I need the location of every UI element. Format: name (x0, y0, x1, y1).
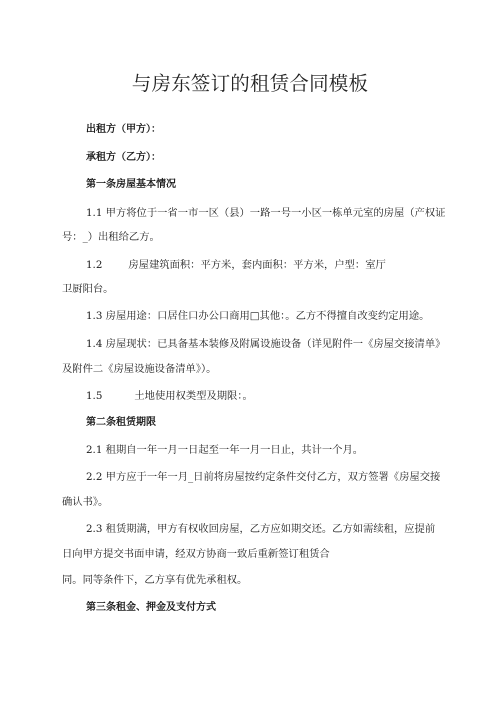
clause-1-1-line1: 1.1 甲方将位于一省一市一区（县）一路一号一小区一栋单元室的房屋（产权证 (86, 207, 446, 219)
clause-2-2-line1: 2.2 甲方应于一年一月_日前将房屋按约定条件交付乙方，双方签署《房屋交接 (86, 471, 441, 483)
clause-1-5-text: 土地使用权类型及期限：。 (134, 390, 253, 402)
clause-1-1-line2: 号：_）出租给乙方。 (62, 231, 160, 243)
lessor-label: 出租方（甲方）： (86, 124, 161, 135)
clause-2-1: 2.1 租期自一年一月一日起至一年一月一日止，共计一个月。 (86, 444, 364, 456)
clause-1-4-line2: 及附件二《房屋设施设备清单》）。 (62, 363, 217, 375)
clause-1-2-text: 房屋建筑面积：平方米，套内面积：平方米，户型：室厅 (128, 259, 386, 271)
section-3-heading: 第三条租金、押金及支付方式 (86, 602, 216, 613)
clause-2-3-line2: 日向甲方提交书面申请，经双方协商一致后重新签订租赁合 (62, 548, 330, 560)
clause-2-3-line3: 同。同等条件下，乙方享有优先承租权。 (62, 574, 248, 586)
clause-2-2-line2: 确认书》。 (62, 496, 109, 508)
clause-1-2-number: 1.2 (86, 259, 103, 271)
lessee-label: 承租方（乙方）： (86, 152, 161, 163)
clause-1-2-line2: 卫厨阳台。 (62, 283, 114, 295)
document-title: 与房东签订的租赁合同模板 (131, 72, 369, 95)
section-1-heading: 第一条房屋基本情况 (86, 179, 176, 190)
clause-2-3-line1: 2.3 租赁期满，甲方有权收回房屋，乙方应如期交还。乙方如需续租，应提前 (86, 523, 436, 535)
section-2-heading: 第二条租赁期限 (86, 417, 156, 428)
clause-1-2-line1 (86, 258, 386, 272)
clause-1-3: 1.3 房屋用途：口居住口办公口商用□其他：。乙方不得擅自改变约定用途。 (86, 310, 430, 322)
clause-1-5-number: 1.5 (86, 390, 103, 402)
clause-1-5 (86, 389, 253, 403)
clause-1-4-line1: 1.4 房屋现状：已具备基本装修及附属设施设备（详见附件一《房屋交接清单》 (86, 338, 446, 350)
